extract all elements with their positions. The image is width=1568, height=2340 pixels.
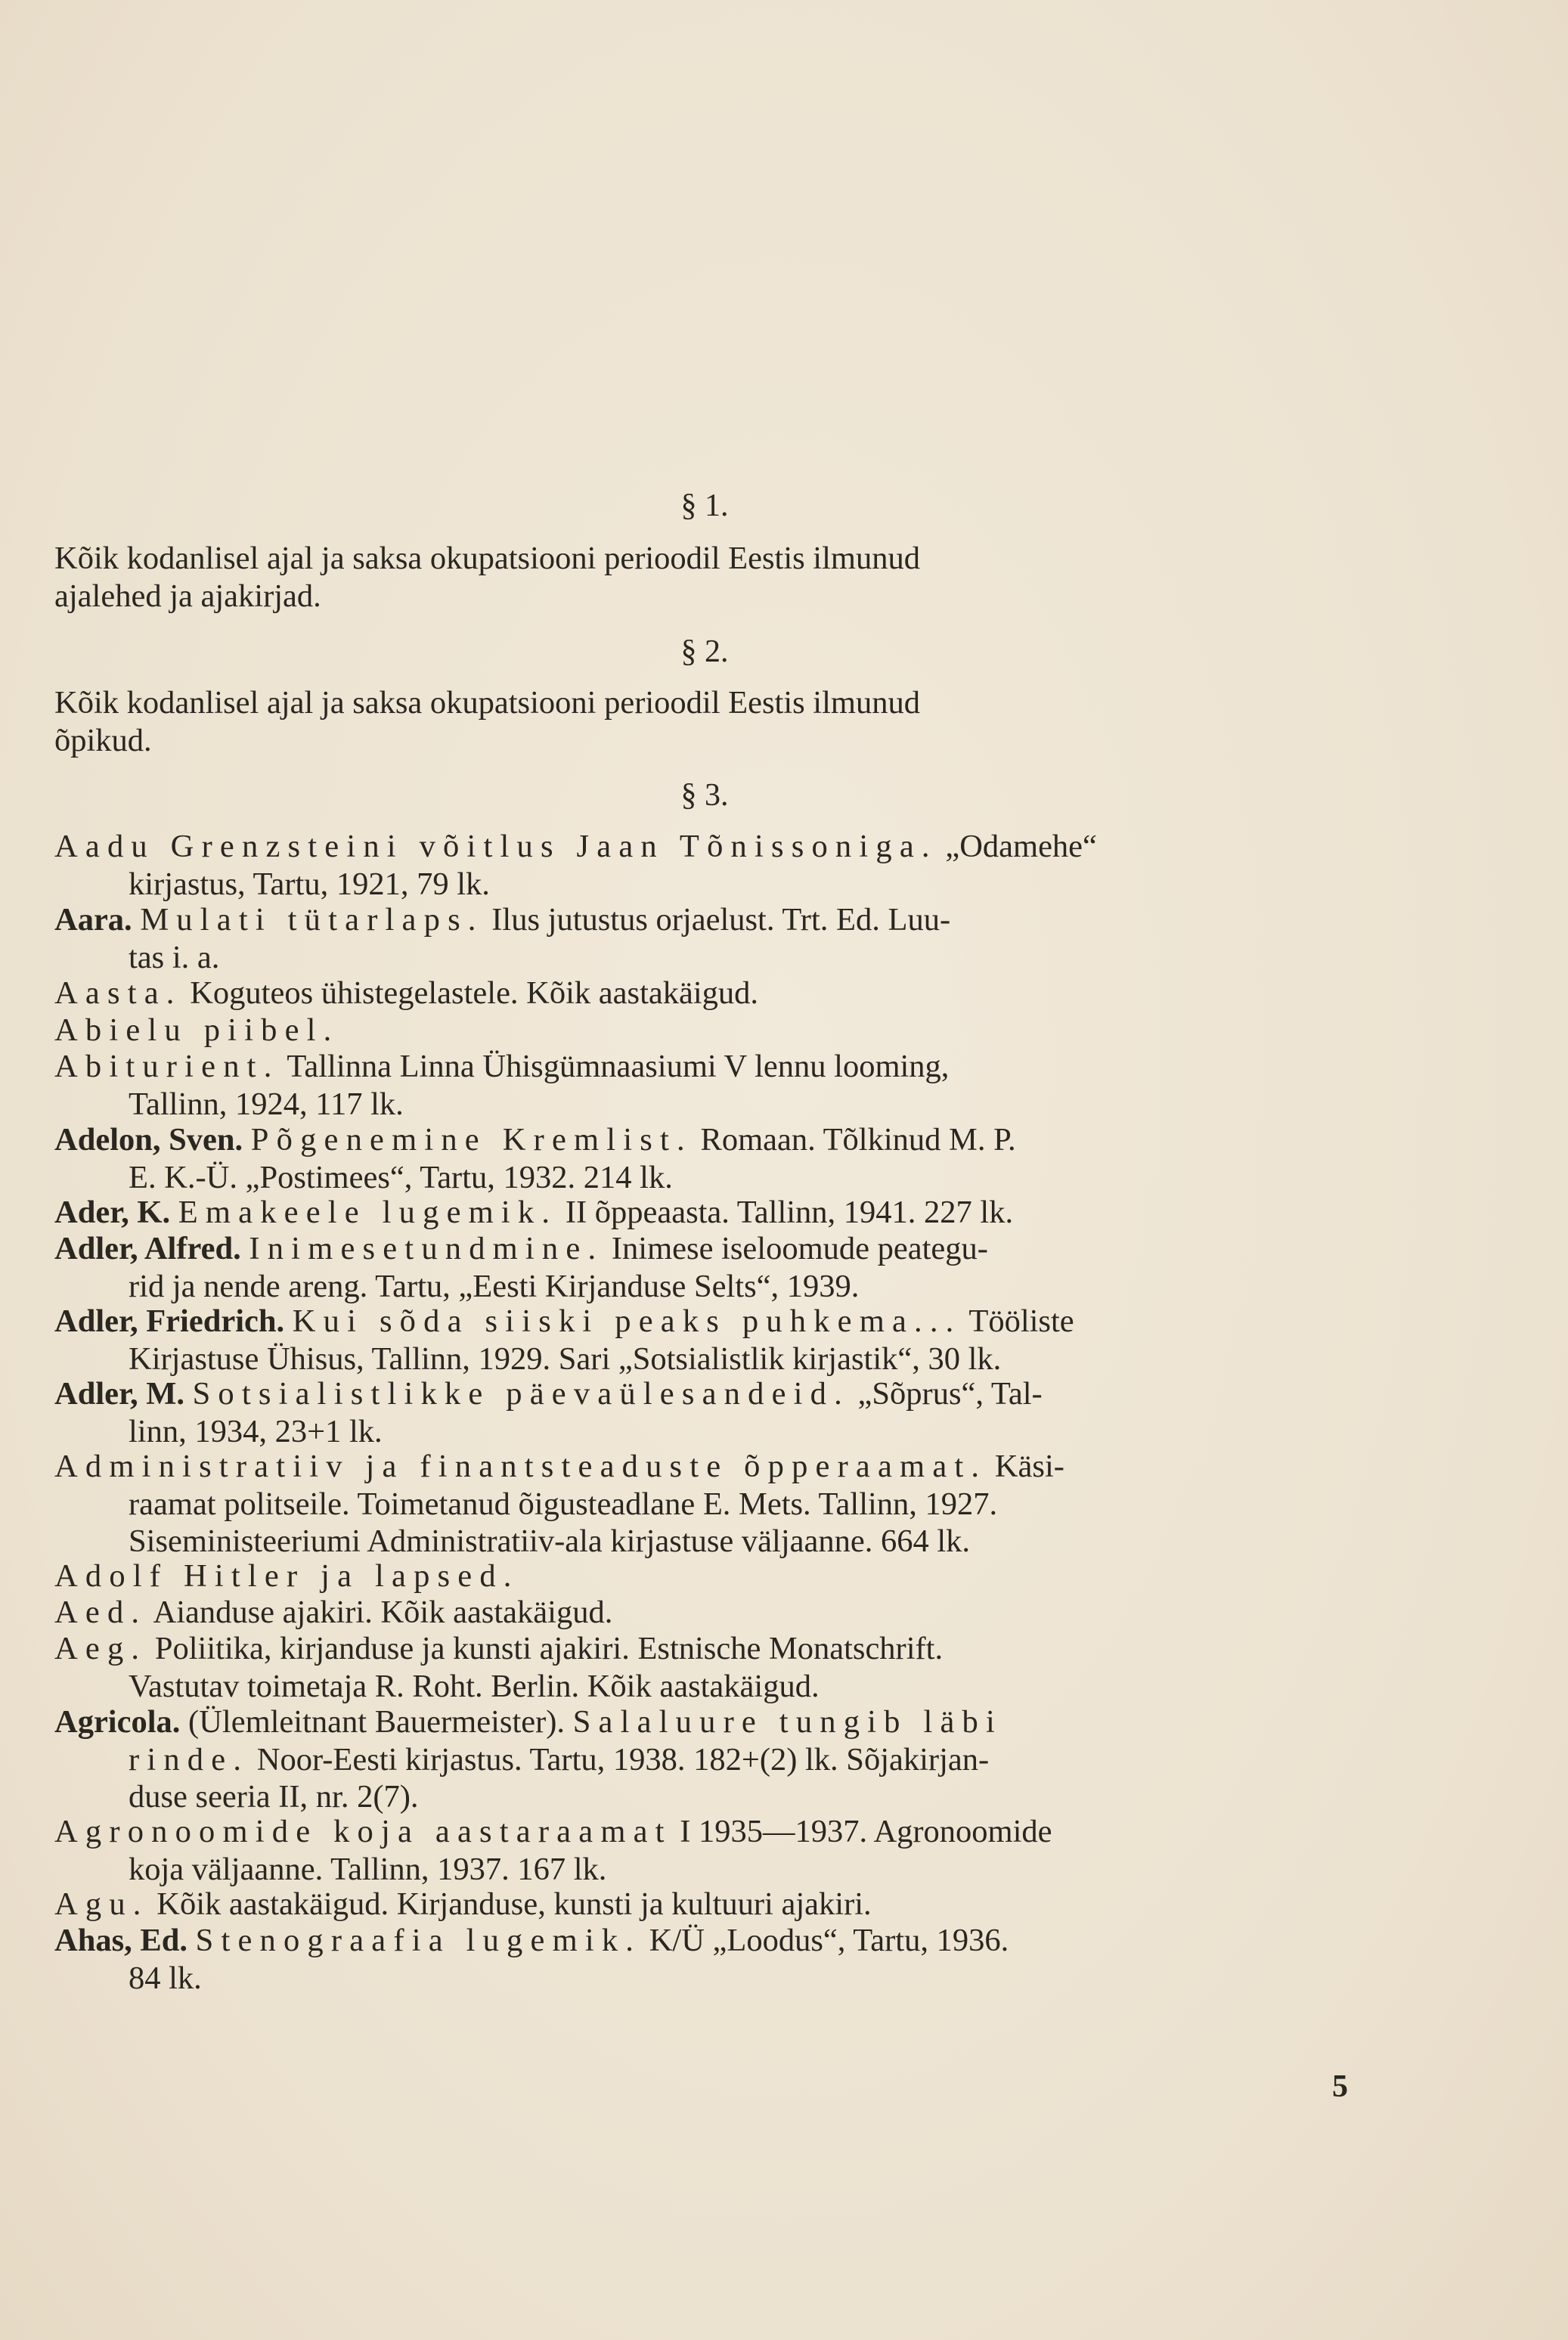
entry-title: Aed. (54, 1595, 147, 1630)
bibliography-entry (54, 1303, 1355, 1378)
bibliography-entry (54, 1594, 1355, 1632)
entry-continuation: koja väljaanne. Tallinn, 1937. 167 lk. (129, 1851, 607, 1887)
entry-title: Agronoomide koja aastaraamat (54, 1814, 672, 1849)
entry-title: Aadu Grenzsteini võitlus Jaan Tõnissoniga. (54, 829, 937, 864)
entry-text: Ilus jutustus orjaelust. Trt. Ed. Luu- (483, 902, 951, 938)
entry-text: Kõik aastakäigud. Kirjanduse, kunsti ja kultuuri ajakiri. (148, 1886, 872, 1922)
section-1-text (54, 540, 1355, 615)
entry-text: Inimese iseloomude peategu- (603, 1231, 988, 1266)
entry-text: Poliitika, kirjanduse ja kunsti ajakiri. Estnische Monatschrift. (147, 1631, 944, 1666)
entry-title: Mulati tütarlaps. (140, 902, 484, 938)
entry-text: „Sõprus“, Tal- (849, 1376, 1043, 1412)
entry-continuation: 84 lk. (129, 1960, 202, 1996)
entry-title: Aasta. (54, 975, 182, 1011)
entry-author: Adler, M. (54, 1376, 184, 1412)
entry-continuation: raamat politseile. Toimetanud õigusteadlane E. Mets. Tallinn, 1927. (129, 1486, 998, 1522)
entry-text: Tallinna Linna Ühisgümnaasiumi V lennu looming, (279, 1049, 950, 1084)
entry-title-continuation: rinde. (129, 1741, 249, 1777)
bibliography-entry (54, 1012, 1355, 1049)
entry-continuation: Tallinn, 1924, 117 lk. (129, 1086, 404, 1122)
section-1-heading: § 1. (680, 488, 729, 523)
entry-text: K/Ü „Loodus“, Tartu, 1936. (641, 1923, 1009, 1958)
entry-continuation: E. K.-Ü. „Postimees“, Tartu, 1932. 214 lk. (129, 1159, 673, 1195)
entry-text: „Odamehe“ (937, 829, 1097, 864)
entry-text: Koguteos ühistegelastele. Kõik aastakäigud. (181, 975, 759, 1011)
bibliography-entry (54, 1375, 1355, 1450)
entry-author: Agricola. (54, 1704, 181, 1740)
entry-continuation: Kirjastuse Ühisus, Tallinn, 1929. Sari „Sotsialistlik kirjastik“, 30 lk. (129, 1340, 1002, 1377)
entry-title: Abielu piibel. (54, 1012, 339, 1048)
bibliography-entry (54, 1194, 1355, 1232)
bibliography-entry (54, 1922, 1355, 1997)
bibliography-entry (54, 1121, 1355, 1196)
bibliography-entry (54, 1703, 1355, 1816)
bibliography-entry (54, 828, 1355, 903)
bibliography-entry (54, 1230, 1355, 1305)
page-number: 5 (1332, 2069, 1348, 2104)
entry-author: Ahas, Ed. (54, 1923, 187, 1958)
entry-continuation: Siseministeeriumi Administratiiv-ala kirjastuse väljaanne. 664 lk. (129, 1523, 971, 1559)
entry-title: Põgenemine Kremlist. (250, 1122, 693, 1158)
entry-title: Aeg. (54, 1631, 147, 1666)
entry-title: Inimesetundmine. (249, 1231, 604, 1266)
entry-title: Agu. (54, 1886, 149, 1922)
entry-title: Kui sõda siiski peaks puhkema... (292, 1303, 962, 1339)
bibliography-entry (54, 1448, 1355, 1561)
entry-title: Emakeele lugemik. (178, 1195, 558, 1230)
entry-continuation: duse seeria II, nr. 2(7). (129, 1779, 419, 1815)
entry-continuation: Noor-Eesti kirjastus. Tartu, 1938. 182+(2) lk. Sõjakirjan- (249, 1741, 990, 1777)
entry-text: (Ülemleitnant Bauermeister). (180, 1704, 566, 1740)
entry-title: Abiturient. (54, 1049, 280, 1084)
entry-continuation: rid ja nende areng. Tartu, „Eesti Kirjanduse Selts“, 1939. (129, 1268, 860, 1304)
bibliography-entry (54, 1813, 1355, 1888)
entry-author: Aara. (54, 902, 132, 938)
section-2-text (54, 684, 1355, 759)
entry-author: Adler, Alfred. (54, 1231, 241, 1266)
bibliography-entry (54, 1557, 1355, 1595)
bibliography-entry (54, 901, 1355, 976)
entry-title: Sotsialistlikke päevaülesandeid. (192, 1376, 850, 1412)
entry-continuation: kirjastus, Tartu, 1921, 79 lk. (129, 866, 490, 902)
section-2-line-2: õpikud. (54, 722, 152, 758)
bibliography-entry (54, 1630, 1355, 1705)
entry-author: Ader, K. (54, 1195, 171, 1230)
entry-continuation: linn, 1934, 23+1 lk. (129, 1413, 383, 1449)
entry-author: Adelon, Sven. (54, 1122, 243, 1158)
entry-author: Adler, Friedrich. (54, 1303, 285, 1339)
bibliography-entry (54, 975, 1355, 1012)
entry-title: Adolf Hitler ja lapsed. (54, 1558, 519, 1594)
entry-title: Administratiiv ja finantsteaduste õpperaamat. (54, 1449, 987, 1484)
section-2-heading: § 2. (680, 634, 729, 669)
entry-text: II õppeaasta. Tallinn, 1941. 227 lk. (557, 1195, 1014, 1230)
entry-text: Aianduse ajakiri. Kõik aastakäigud. (147, 1595, 613, 1630)
entry-continuation: Vastutav toimetaja R. Roht. Berlin. Kõik aastakäigud. (129, 1668, 820, 1704)
entry-text: I 1935—1937. Agronoomide (671, 1814, 1052, 1849)
entry-title: Stenograafia lugemik. (195, 1923, 642, 1958)
bibliography-entry (54, 1048, 1355, 1123)
entry-text: Käsi- (987, 1449, 1064, 1484)
section-3-heading: § 3. (680, 778, 729, 813)
section-1-line-1: Kõik kodanlisel ajal ja saksa okupatsiooni perioodil Eestis ilmunud (54, 541, 920, 576)
entry-text: Romaan. Tõlkinud M. P. (692, 1122, 1016, 1158)
section-1-line-2: ajalehed ja ajakirjad. (54, 578, 321, 614)
entry-continuation: tas i. a. (129, 939, 220, 975)
section-2-line-1: Kõik kodanlisel ajal ja saksa okupatsiooni perioodil Eestis ilmunud (54, 685, 920, 721)
entry-text: Tööliste (961, 1303, 1074, 1339)
bibliography-entry (54, 1886, 1355, 1923)
entry-title: Salaluure tungib läbi (572, 1704, 1002, 1740)
